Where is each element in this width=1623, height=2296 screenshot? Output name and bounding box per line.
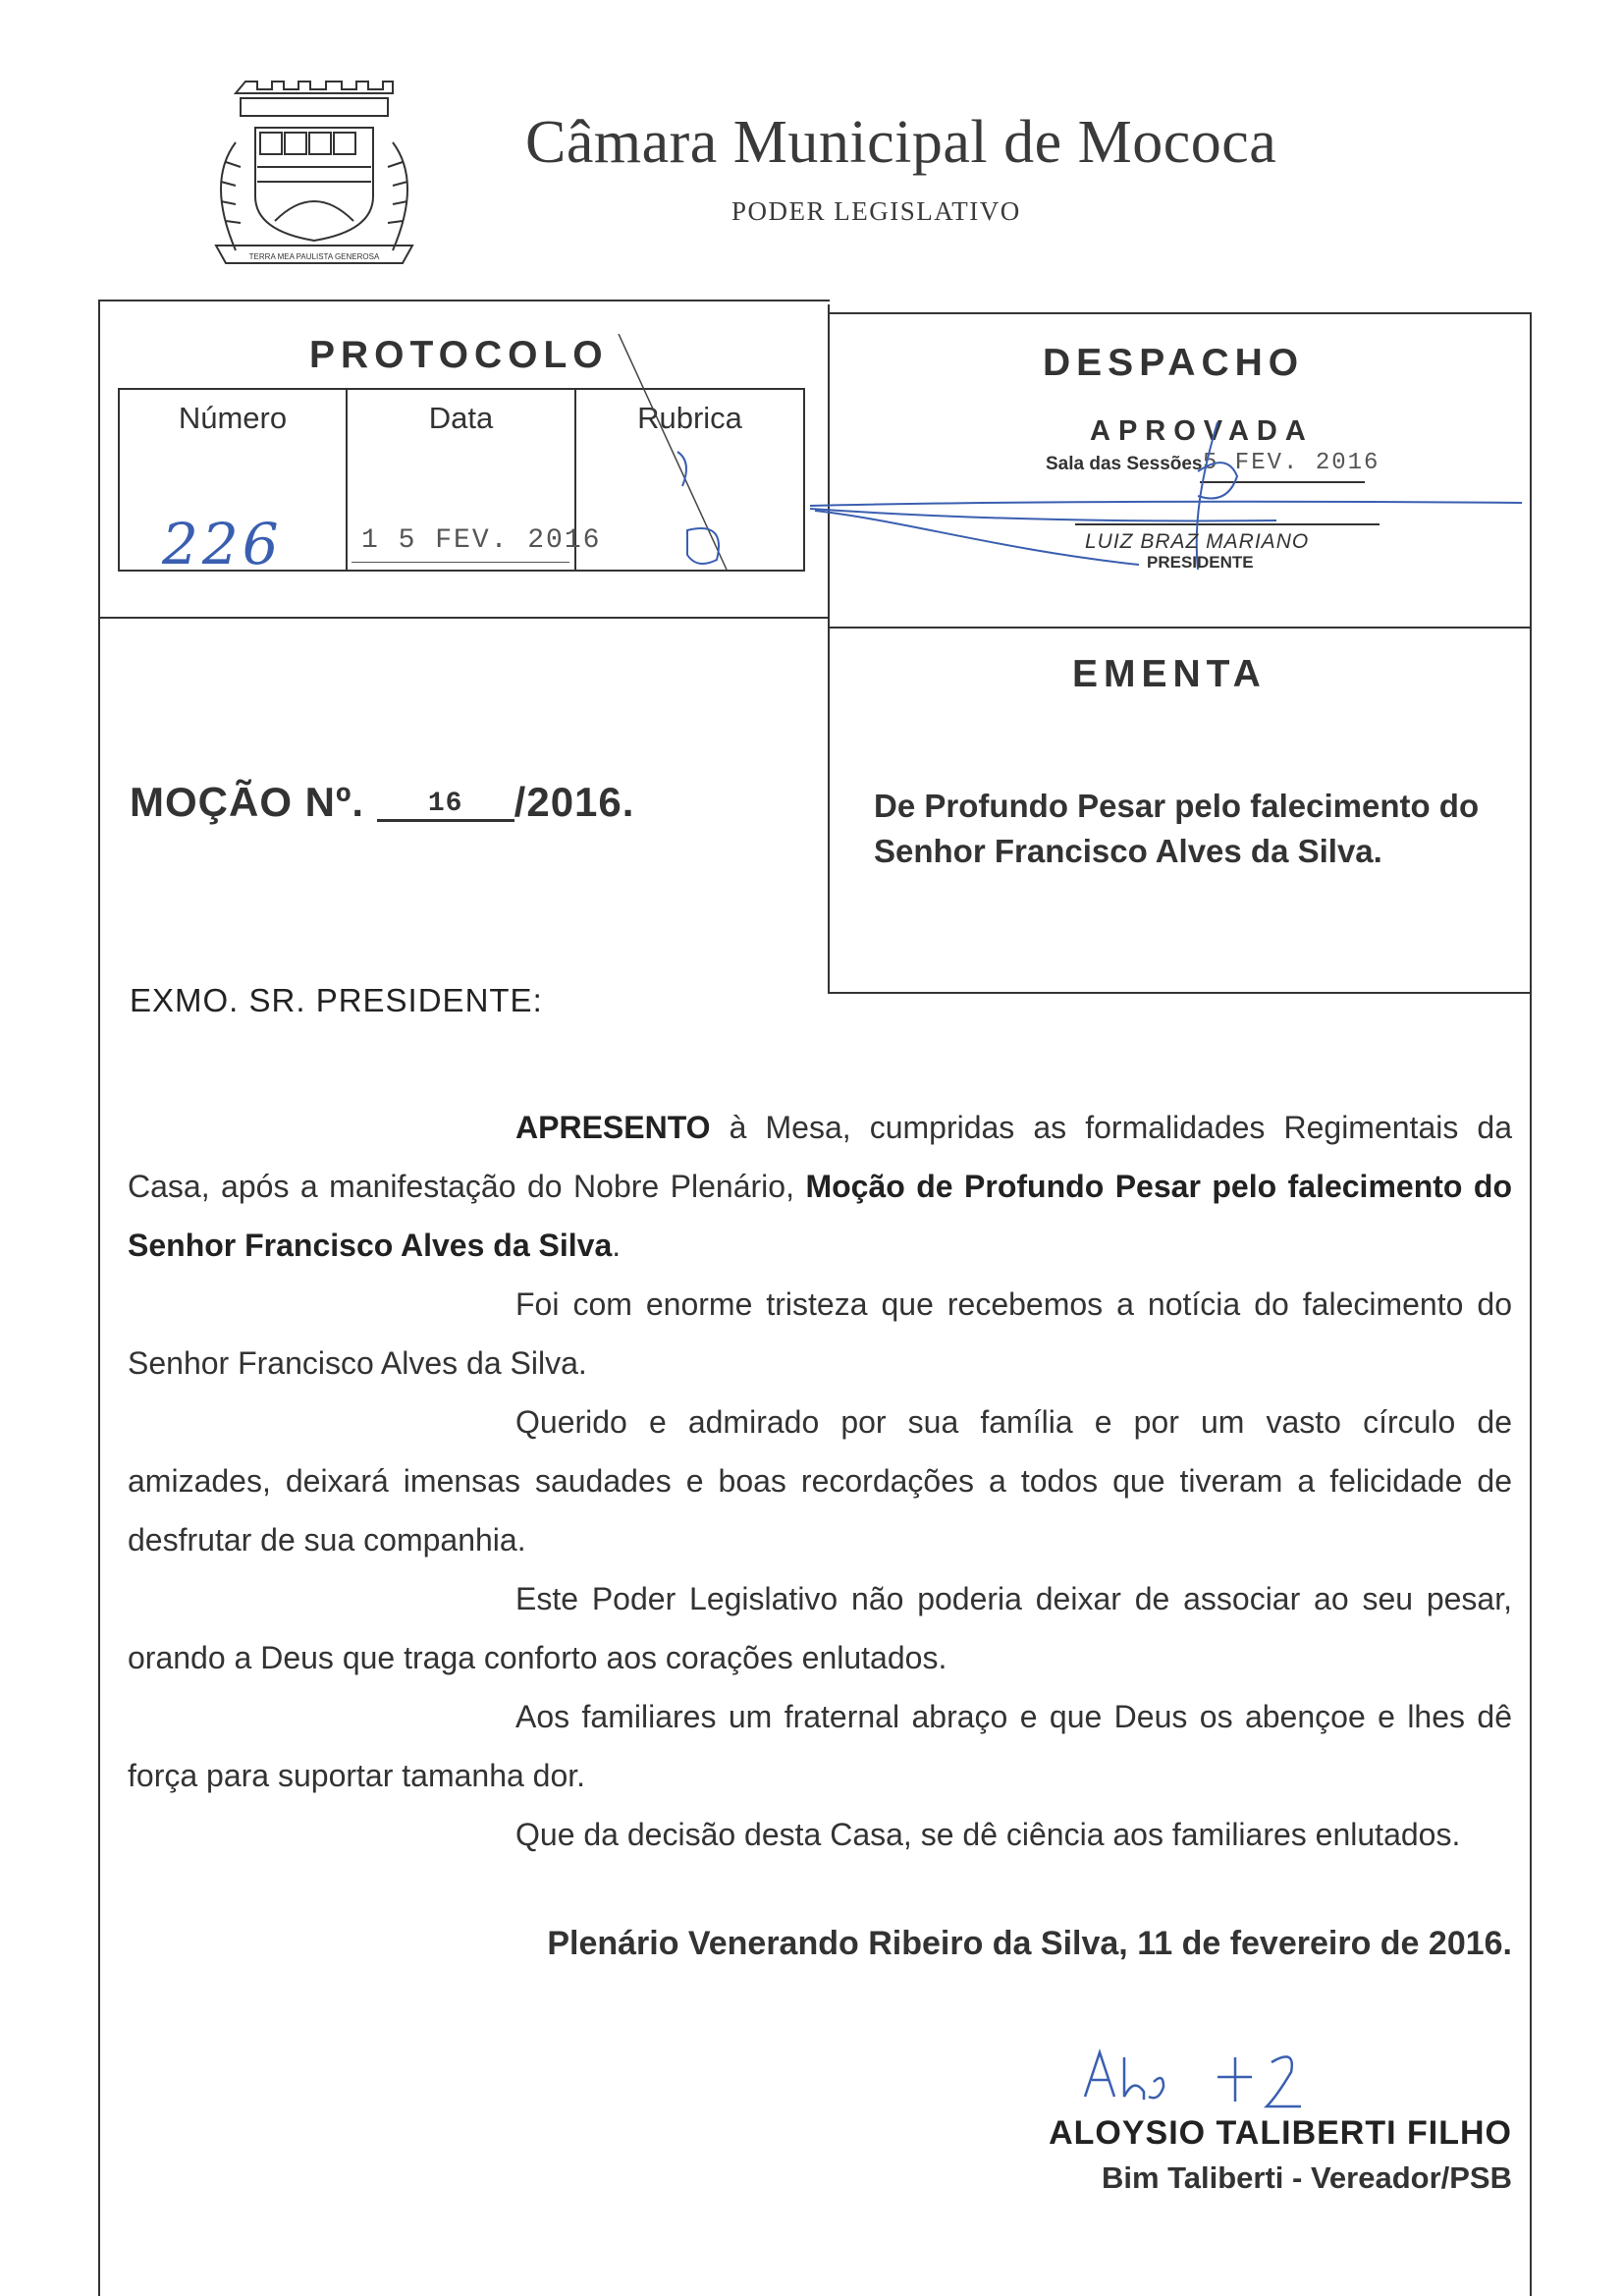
mocao-prefix: MOÇÃO Nº. <box>130 779 364 825</box>
paragraph-4: Este Poder Legislativo não poderia deixar de associar ao seu pesar, orando a Deus que traga conforto aos corações enlutados. <box>128 1581 1512 1675</box>
p1-bold-start: APRESENTO <box>515 1110 711 1145</box>
p1-tail: . <box>612 1228 622 1263</box>
frame-left <box>98 300 100 2296</box>
paragraph-6: Que da decisão desta Casa, se dê ciência aos familiares enlutados. <box>515 1817 1461 1852</box>
p1-bold-end: Moção de Profundo Pesar pelo falecimento do Senhor Francisco Alves da Silva <box>128 1169 1513 1263</box>
protocolo-numero-value: 226 <box>162 511 283 577</box>
p1-text: à Mesa, cumpridas as formalidades Regimentais da Casa, após a manifestação do Nobre Plenário, <box>128 1110 1512 1204</box>
crest-motto: TERRA MEA PAULISTA GENEROSA <box>248 252 380 261</box>
ementa-box-bottom <box>828 992 1532 994</box>
ementa-title: EMENTA <box>1072 653 1267 695</box>
municipal-crest-logo <box>196 74 432 285</box>
ementa-text: De Profundo Pesar pelo falecimento do Senhor Francisco Alves da Silva. <box>874 788 1480 869</box>
mocao-number-line <box>130 779 634 826</box>
despacho-signatory-role: PRESIDENTE <box>1147 553 1254 572</box>
signatory-role: Bim Taliberti - Vereador/PSB <box>1101 2160 1512 2195</box>
frame-right <box>1530 312 1532 2296</box>
header-row-divider-right <box>828 627 1532 629</box>
signatory-name: ALOYSIO TALIBERTI FILHO <box>1049 2114 1512 2152</box>
institution-subtitle: PODER LEGISLATIVO <box>731 196 1021 226</box>
despacho-signatory: LUIZ BRAZ MARIANO <box>1085 530 1310 553</box>
paragraph-3: Querido e admirado por sua família e por um vasto círculo de amizades, deixará imensas saudades e boas recordações a todos que tiveram a felicidade de desfrutar de sua companhia. <box>128 1404 1512 1558</box>
paragraph-1 <box>128 1098 1512 1275</box>
document-body <box>128 1098 1512 1864</box>
protocolo-col-rubrica: Rubrica <box>637 401 742 435</box>
protocolo-col-data: Data <box>428 401 494 435</box>
paragraph-5: Aos familiares um fraternal abraço e que Deus os abençoe e lhes dê força para suportar tamanha dor. <box>128 1699 1512 1793</box>
paragraph-2: Foi com enorme tristeza que recebemos a notícia do falecimento do Senhor Francisco Alves da Silva. <box>128 1286 1512 1381</box>
frame-top-left <box>98 300 830 301</box>
salutation: EXMO. SR. PRESIDENTE: <box>130 982 543 1018</box>
frame-middle-divider <box>828 304 830 992</box>
despacho-title: DESPACHO <box>1043 342 1305 384</box>
rubrica-signature <box>579 334 805 589</box>
protocolo-date-stamp: 1 5 FEV. 2016 <box>361 525 602 556</box>
author-signature <box>1070 2033 1345 2111</box>
despacho-status-stamp: APROVADA <box>1090 415 1314 447</box>
institution-name: Câmara Municipal de Mococa <box>525 109 1277 176</box>
despacho-sala-label: Sala das Sessões <box>1046 454 1203 474</box>
frame-top-right <box>830 312 1532 314</box>
protocolo-title: PROTOCOLO <box>309 334 609 376</box>
protocolo-date-underline <box>352 562 569 563</box>
closing-line: Plenário Venerando Ribeiro da Silva, 11 de fevereiro de 2016. <box>547 1925 1512 1962</box>
header-row-divider-left <box>98 617 830 619</box>
protocolo-col-numero: Número <box>178 401 288 435</box>
despacho-sala-date: 5 FEV. 2016 <box>1203 450 1380 476</box>
mocao-year: /2016. <box>514 779 635 825</box>
mocao-number: 16 <box>377 789 514 822</box>
